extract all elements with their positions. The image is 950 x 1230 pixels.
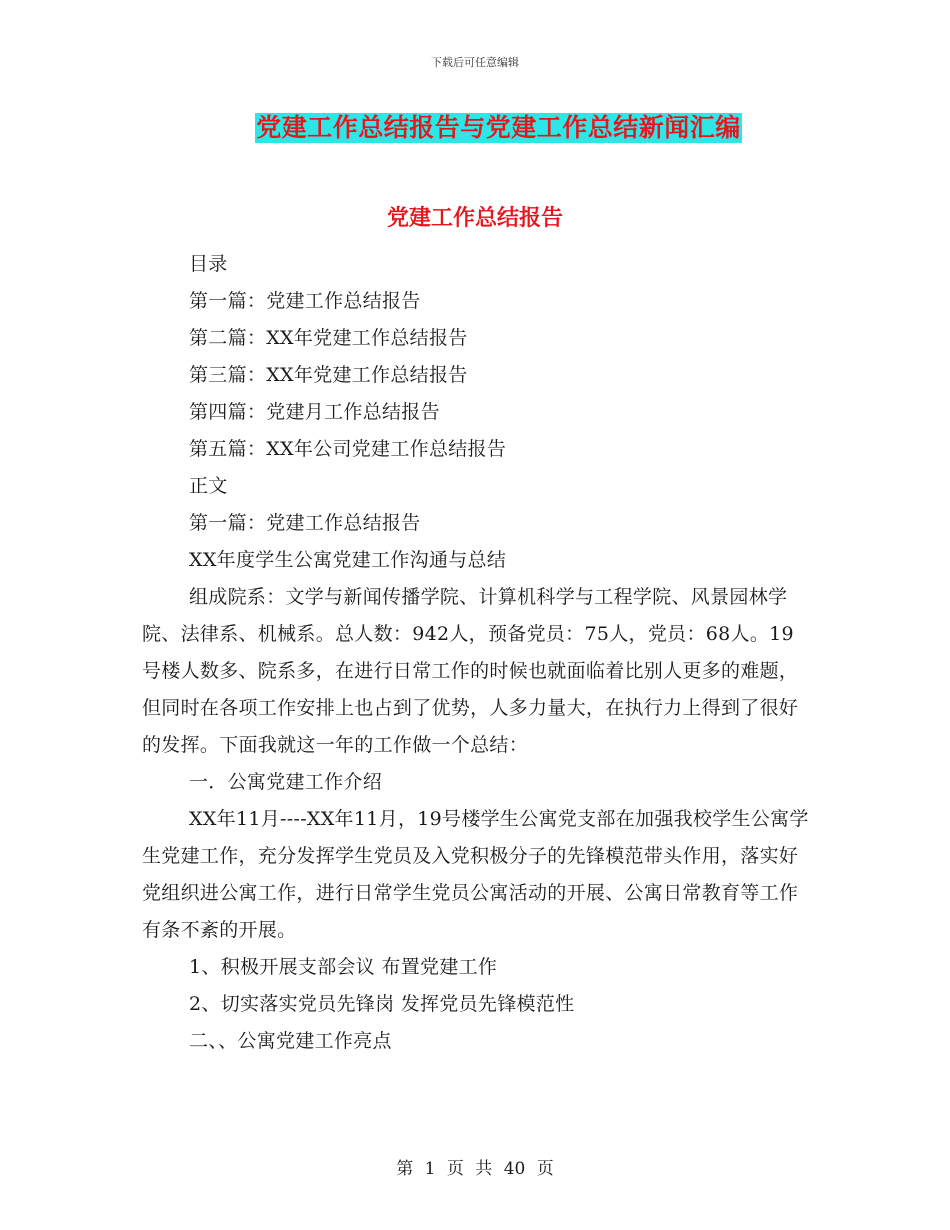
toc-item: 第三篇：XX年党建工作总结报告 <box>189 364 468 386</box>
toc-item: 第四篇：党建月工作总结报告 <box>189 401 440 423</box>
body-heading: 正文 <box>189 475 228 497</box>
list-item: 1、积极开展支部会议 布置党建工作 <box>189 956 498 978</box>
page-number: 第 1 页 共 40 页 <box>396 1159 554 1179</box>
main-title-wrap <box>0 113 950 143</box>
list-item: 2、切实落实党员先锋岗 发挥党员先锋模范性 <box>189 993 575 1015</box>
article-title: XX年度学生公寓党建工作沟通与总结 <box>189 549 507 571</box>
toc-item: 第二篇：XX年党建工作总结报告 <box>189 327 468 349</box>
document-body <box>142 246 810 1060</box>
document-title: 党建工作总结报告与党建工作总结新闻汇编 <box>256 113 741 142</box>
toc-heading: 目录 <box>189 253 228 275</box>
section-heading: 一．公寓党建工作介绍 <box>189 771 383 793</box>
paragraph: XX年11月----XX年11月，19号楼学生公寓党支部在加强我校学生公寓学生党建工作，充分发挥学生党员及入党积极分子的先锋模范带头作用，落实好党组织进公寓工作，进行日常学生党员公寓活动的开展、公寓日常教育等工作有条不紊的开展。 <box>142 808 809 941</box>
section-heading: 二、、公寓党建工作亮点 <box>189 1030 392 1052</box>
page-header-note: 下载后可任意编辑 <box>431 56 519 69</box>
toc-item: 第五篇：XX年公司党建工作总结报告 <box>189 438 507 460</box>
paragraph: 组成院系：文学与新闻传播学院、计算机科学与工程学院、风景园林学院、法律系、机械系。总人数：942人，预备党员：75人，党员：68人。19号楼人数多、院系多，在进行日常工作的时候也就面临着比别人更多的难题，但同时在各项工作安排上也占到了优势，人多力量大，在执行力上得到了很好的发挥。下面我就这一年的工作做一个总结： <box>142 586 799 756</box>
section-title: 党建工作总结报告 <box>386 205 563 231</box>
chapter-title: 第一篇：党建工作总结报告 <box>189 512 421 534</box>
toc-item: 第一篇：党建工作总结报告 <box>189 290 421 312</box>
